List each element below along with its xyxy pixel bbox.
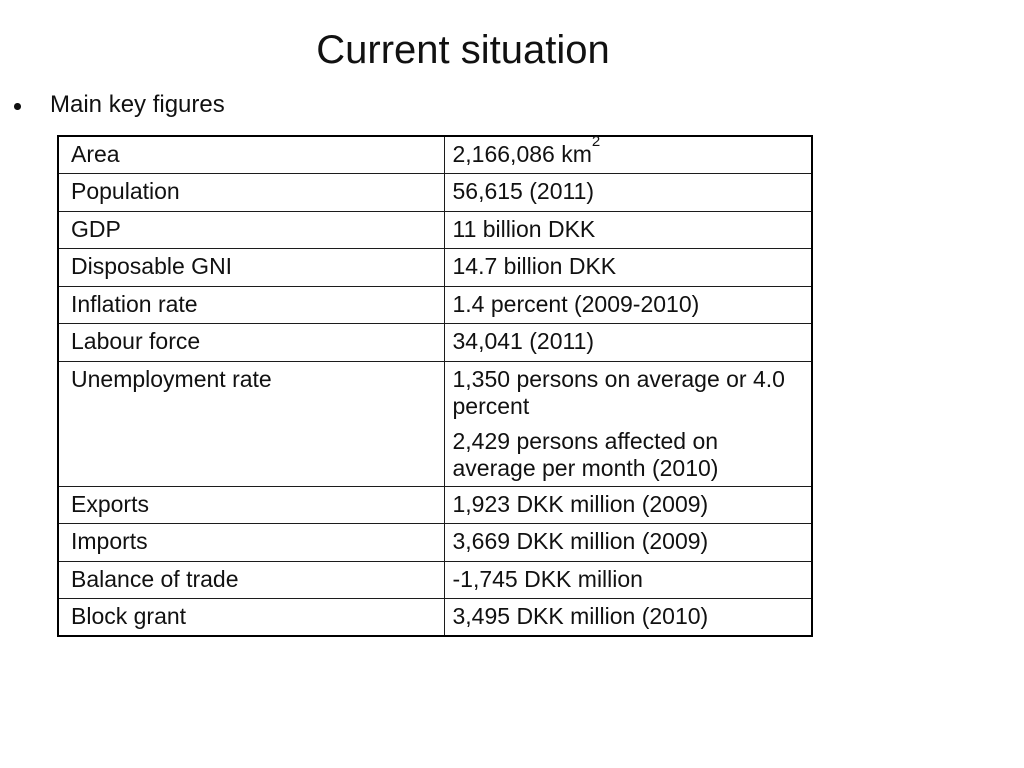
key-figures-table xyxy=(57,135,813,637)
row-label: Unemployment rate xyxy=(58,361,444,486)
table-row xyxy=(58,561,812,599)
row-value: 14.7 billion DKK xyxy=(444,249,812,287)
table-row xyxy=(58,486,812,524)
row-label: Disposable GNI xyxy=(58,249,444,287)
row-value: 1.4 percent (2009-2010) xyxy=(444,286,812,324)
row-value xyxy=(444,361,812,486)
table-row xyxy=(58,524,812,562)
row-value: 56,615 (2011) xyxy=(444,174,812,212)
unemployment-line-1: 1,350 persons on average or 4.0 percent xyxy=(452,365,785,419)
row-label: Exports xyxy=(58,486,444,524)
unemployment-line-2: 2,429 persons affected on average per month (2010) xyxy=(452,427,719,481)
row-value: 3,495 DKK million (2010) xyxy=(444,599,812,637)
row-label: GDP xyxy=(58,211,444,249)
table-row xyxy=(58,286,812,324)
row-value: 11 billion DKK xyxy=(444,211,812,249)
superscript: 2 xyxy=(591,133,601,151)
table-row xyxy=(58,136,812,174)
area-value: 2,166,086 km xyxy=(452,141,592,167)
row-label: Population xyxy=(58,174,444,212)
row-label: Inflation rate xyxy=(58,286,444,324)
table-row xyxy=(58,174,812,212)
page-title: Current situation xyxy=(316,28,610,72)
bullet-item xyxy=(0,90,500,120)
row-value: 3,669 DKK million (2009) xyxy=(444,524,812,562)
row-value: -1,745 DKK million xyxy=(444,561,812,599)
row-value: 1,923 DKK million (2009) xyxy=(444,486,812,524)
bullet-label: Main key figures xyxy=(50,91,225,118)
row-label: Block grant xyxy=(58,599,444,637)
table-row xyxy=(58,211,812,249)
row-label: Imports xyxy=(58,524,444,562)
row-value: 34,041 (2011) xyxy=(444,324,812,362)
table-row xyxy=(58,249,812,287)
row-label: Balance of trade xyxy=(58,561,444,599)
table-row xyxy=(58,361,812,486)
bullet-icon xyxy=(14,103,21,110)
row-value xyxy=(444,133,812,174)
row-label: Labour force xyxy=(58,324,444,362)
table-row xyxy=(58,324,812,362)
table-row xyxy=(58,599,812,637)
row-label: Area xyxy=(58,136,444,174)
